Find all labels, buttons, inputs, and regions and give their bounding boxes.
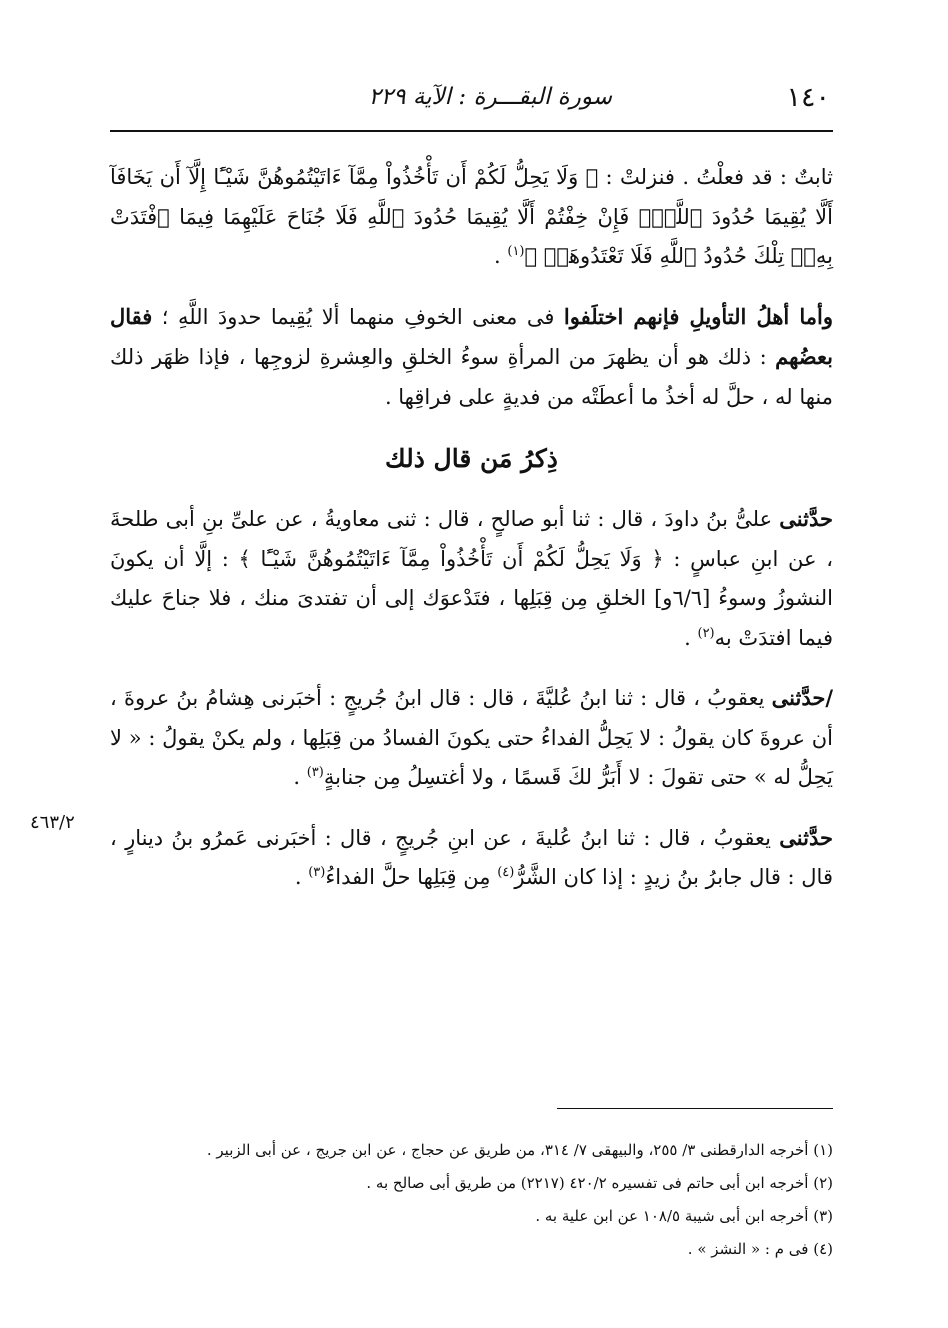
- paragraph-1: ثابتٌ : قد فعلْتُ . فنزلتْ : ﴿ وَلَا يَحِلُّ لَكُمْ أَن تَأْخُذُواْ مِمَّآ ءَاتَيْتُمُوهُنَّ شَيْـًٔا إِلَّآ أَن يَخَافَآ أَلَّا يُقِيمَا حُدُودَ ٱللَّهِۖ فَإِنْ خِفْتُمْ أَلَّا يُقِيمَا حُدُودَ ٱللَّهِ فَلَا جُنَاحَ عَلَيْهِمَا فِيمَا ٱفْتَدَتْ بِهِۦۗ تِلْكَ حُدُودُ ٱللَّهِ فَلَا تَعْتَدُوهَاۚ ﴾$^{(١)}$ .: [110, 165, 833, 268]
- paragraph-5: حدَّثنى يعقوبُ ، قال : ثنا ابنُ عُليةَ ، عن ابنِ جُريجٍ ، قال : أخبَرنى عَمرُو بنُ دينارٍ ، قال : قال جابرُ بنُ زيدٍ : إذا كان الشَّرُّ$^{(٤)}$ مِن قِبَلِها حلَّ الفداءُ$^{(٣)}$ .: [110, 824, 833, 889]
- paragraph-4: /حدَّثنى يعقوبُ ، قال : ثنا ابنُ عُليَّةَ ، قال : قال ابنُ جُريجٍ : أخبَرنى هِشامُ بنُ عروةَ ، أن عروةَ كان يقولُ : لا يَحِلُّ الفداءُ حتى يكونَ الفسادُ من قِبَلِها ، ولم يكنْ يقولُ : « لا يَحِلُّ له » حتى تقولَ : لا أَبَرُّ لكَ قَسمًا ، ولا أغتسِلُ مِن جنابةٍ$^{(٣)}$ .: [110, 685, 833, 789]
- paragraph-3: حدَّثنى علىُّ بنُ داودَ ، قال : ثنا أبو صالحٍ ، قال : ثنى معاويةُ ، عن علىِّ بنِ أبى طلحةَ ، عن ابنِ عباسٍ : ﴿ وَلَا يَحِلُّ لَكُمْ أَن تَأْخُذُواْ مِمَّآ ءَاتَيْتُمُوهُنَّ شَيْـًٔا ﴾ : إلَّا أن يكونَ النشوزُ وسوءُ [٦/٦و] الخلقِ مِن قِبَلِها ، فتَدْعوَك إلى أن تفتدىَ منك ، فلا جناحَ عليك فيما افتدَتْ به$^{(٢)}$ .: [110, 506, 833, 650]
- footnote-ref: (٤): [497, 865, 515, 880]
- footnotes: [110, 1134, 833, 1266]
- footnote-ref: (١): [507, 244, 525, 259]
- footnote: (١) أخرجه الدارقطنى ٣/ ٢٥٥، والبيهقى ٧/ ٣١٤، من طريق عن حجاج ، عن ابن جريج ، عن أبى الزبير .: [206, 1141, 833, 1159]
- footnote: (٤) فى م : « النشز » .: [687, 1240, 833, 1258]
- section-heading: ذِكرُ مَن قال ذلك: [385, 444, 558, 473]
- paragraph-2: وأما أهلُ التأويلِ فإنهم اختلَفوا فى معنى الخوفِ منهما ألا يُقِيما حدودَ اللَّهِ ؛ فقال بعضُهم : ذلك هو أن يظهرَ من المرأةِ سوءُ الخلقِ والعِشرةِ لزوجِها ، فإذا ظهَر ذلك منها له ، حلَّ له أخذُ ما أعطَتْه من فديةٍ على فراقِها .: [110, 303, 833, 409]
- header-rule: [110, 130, 833, 132]
- margin-page-marker: ٤٦٣/٢: [30, 812, 75, 833]
- footnote-ref: (٣): [308, 865, 326, 880]
- main-text: [110, 158, 833, 898]
- footnote-ref: (٣): [306, 765, 324, 780]
- footnote: (٢) أخرجه ابن أبى حاتم فى تفسيره ٤٢٠/٢ (٢٢١٧) من طريق أبى صالح به .: [366, 1174, 833, 1192]
- page-header: [110, 82, 830, 122]
- running-title: سورة البقـــرة : الآية ٢٢٩: [368, 84, 612, 110]
- footnote-rule: [557, 1108, 833, 1109]
- footnote: (٣) أخرجه ابن أبى شيبة ١٠٨/٥ عن ابن علية به .: [535, 1207, 833, 1225]
- footnote-ref: (٢): [697, 625, 715, 641]
- page-number: ١٤٠: [786, 82, 830, 113]
